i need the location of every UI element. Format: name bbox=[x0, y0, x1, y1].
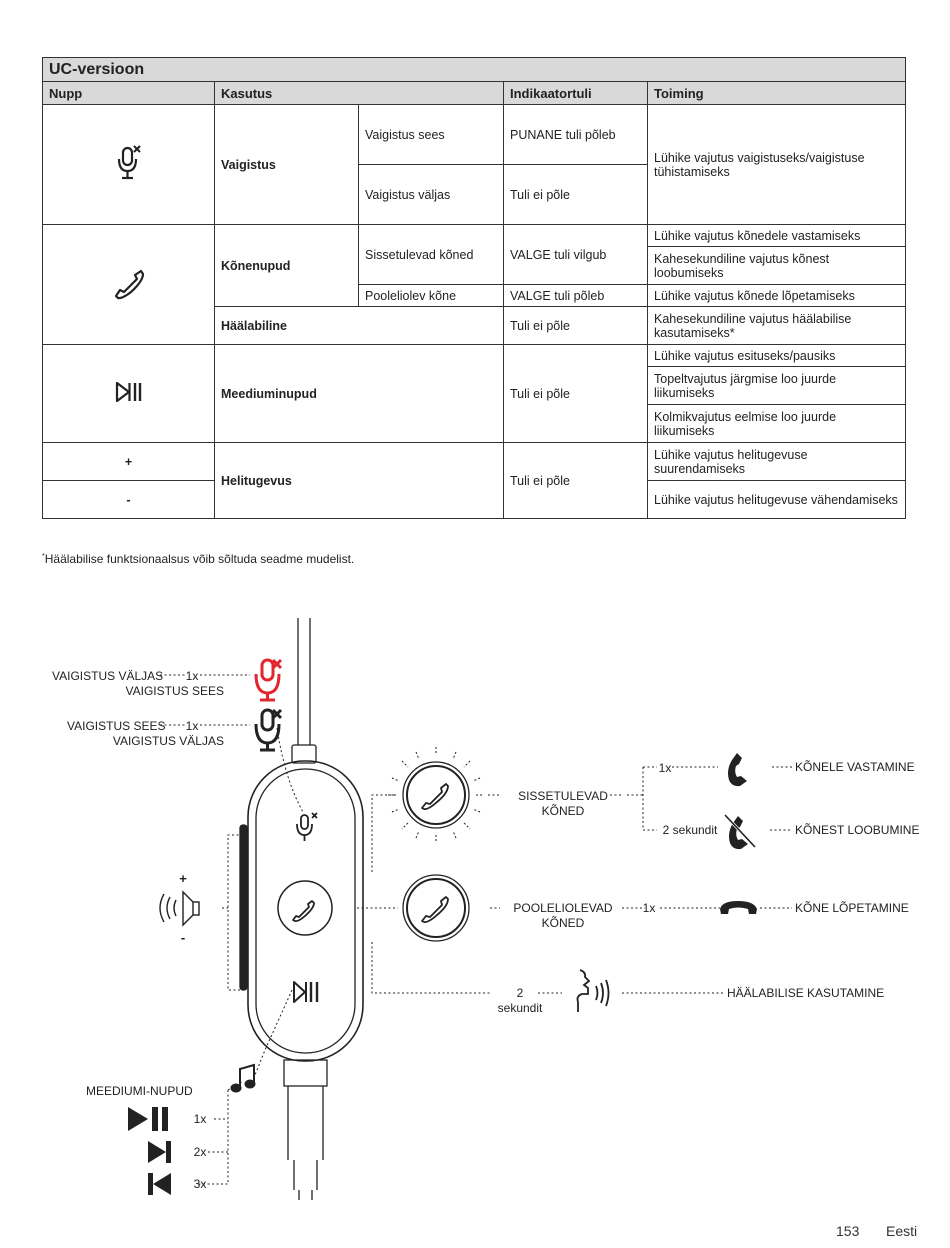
mute-on-label-a: VAIGISTUS SEES bbox=[67, 719, 166, 733]
cable-bottom-end bbox=[299, 1190, 312, 1200]
media-next-icon bbox=[148, 1141, 171, 1163]
music-note-icon bbox=[231, 1065, 255, 1092]
media-usage: Meediuminupud bbox=[215, 345, 504, 443]
ongoing-light: VALGE tuli põleb bbox=[504, 285, 648, 307]
remote-mic-icon bbox=[297, 813, 317, 841]
incoming-state: Sissetulevad kõned bbox=[359, 225, 504, 285]
phone-hangup-icon bbox=[720, 901, 757, 914]
incoming-calls-label-2: KÕNED bbox=[541, 804, 585, 818]
ongoing-calls-label-1: POOLELIOLEVAD bbox=[513, 901, 613, 915]
call-button-cell bbox=[43, 225, 215, 345]
volume-light: Tuli ei põle bbox=[504, 443, 648, 519]
footnote-text: Häälabilise funktsionaalsus võib sõltuda seadme mudelist. bbox=[44, 552, 355, 566]
remote-diagram bbox=[0, 590, 950, 1210]
volume-plus-label: + bbox=[179, 871, 187, 886]
ongoing-state: Pooleliolev kõne bbox=[359, 285, 504, 307]
header-button: Nupp bbox=[43, 82, 215, 105]
incoming-action-decline: Kahesekundiline vajutus kõnest loobumiseks bbox=[648, 247, 906, 285]
page-number: 153 bbox=[836, 1223, 860, 1239]
mute-off-label-b: VAIGISTUS SEES bbox=[125, 684, 224, 698]
volume-action-up: Lühike vajutus helitugevuse suurendamiseks bbox=[648, 443, 906, 481]
ongoing-calls-label-2: KÕNED bbox=[541, 916, 585, 930]
volume-action-down: Lühike vajutus helitugevuse vähendamiseks bbox=[648, 481, 906, 519]
cable-strain-bottom bbox=[284, 1060, 327, 1086]
media-light: Tuli ei põle bbox=[504, 345, 648, 443]
header-usage: Kasutus bbox=[215, 82, 504, 105]
decline-label: KÕNEST LOOBUMINE bbox=[795, 823, 920, 837]
media-action-play: Lühike vajutus esituseks/pausiks bbox=[648, 345, 906, 367]
volume-usage: Helitugevus bbox=[215, 443, 504, 519]
media-button-cell bbox=[43, 345, 215, 443]
remote-play-pause-icon bbox=[294, 982, 317, 1002]
mute-off-light: Tuli ei põle bbox=[504, 165, 648, 225]
speaker-icon bbox=[160, 892, 199, 925]
footnote-mark: * bbox=[42, 553, 45, 560]
media-action-next: Topeltvajutus järgmise loo juurde liikumiseks bbox=[648, 367, 906, 405]
volume-rocker bbox=[240, 825, 247, 990]
voice-assistant-icon bbox=[578, 970, 609, 1012]
incoming-action-answer: Lühike vajutus kõnedele vastamiseks bbox=[648, 225, 906, 247]
media-prev-icon bbox=[148, 1173, 171, 1195]
mute-on-label-press: 1x bbox=[185, 719, 199, 733]
mute-on-label-b: VAIGISTUS VÄLJAS bbox=[112, 734, 224, 748]
incoming-calls-label-1: SISSETULEVAD bbox=[518, 789, 608, 803]
header-indicator: Indikaatortuli bbox=[504, 82, 648, 105]
media-press-3x: 3x bbox=[193, 1177, 207, 1191]
mute-off-state: Vaigistus väljas bbox=[359, 165, 504, 225]
end-label: KÕNE LÕPETAMINE bbox=[795, 901, 909, 915]
phone-decline-icon bbox=[725, 815, 755, 849]
media-action-prev: Kolmikvajutus eelmise loo juurde liikumiseks bbox=[648, 405, 906, 443]
media-press-1x: 1x bbox=[193, 1112, 207, 1126]
mic-mute-red-icon bbox=[256, 660, 281, 700]
ongoing-action: Lühike vajutus kõnede lõpetamiseks bbox=[648, 285, 906, 307]
media-press-2x: 2x bbox=[193, 1145, 207, 1159]
page-language: Eesti bbox=[886, 1223, 918, 1239]
mute-action: Lühike vajutus vaigistuseks/vaigistuse tühistamiseks bbox=[648, 105, 906, 225]
answer-label: KÕNELE VASTAMINE bbox=[795, 760, 915, 774]
media-play-pause-icon bbox=[128, 1107, 168, 1131]
voice-label: HÄÄLABILISE KASUTAMINE bbox=[727, 986, 885, 1000]
call-usage: Kõnenupud bbox=[215, 225, 359, 307]
mute-on-light: PUNANE tuli põleb bbox=[504, 105, 648, 165]
voice-press-2: sekundit bbox=[497, 1001, 543, 1015]
volume-minus-cell: - bbox=[43, 481, 215, 519]
uc-version-table bbox=[42, 57, 906, 519]
footnote bbox=[42, 552, 354, 566]
mute-off-label-a: VAIGISTUS VÄLJAS bbox=[52, 669, 164, 683]
voice-action: Kahesekundiline vajutus häälabilise kasutamiseks* bbox=[648, 307, 906, 345]
mute-usage: Vaigistus bbox=[215, 105, 359, 225]
volume-minus-label: - bbox=[180, 930, 186, 945]
mute-on-state: Vaigistus sees bbox=[359, 105, 504, 165]
volume-plus-cell: + bbox=[43, 443, 215, 481]
remote-call-button bbox=[278, 881, 332, 935]
decline-press: 2 sekundit bbox=[662, 823, 718, 837]
incoming-call-button bbox=[388, 747, 484, 843]
media-buttons-label: MEEDIUMI-NUPUD bbox=[86, 1084, 193, 1098]
end-press: 1x bbox=[642, 901, 656, 915]
table-title: UC-versioon bbox=[43, 58, 906, 82]
remote-phone-icon bbox=[293, 901, 314, 921]
mute-button-cell bbox=[43, 105, 215, 225]
mute-off-label-press: 1x bbox=[185, 669, 199, 683]
voice-light: Tuli ei põle bbox=[504, 307, 648, 345]
mic-mute-black-icon bbox=[256, 710, 281, 750]
phone-answer-icon bbox=[728, 753, 747, 786]
voice-usage: Häälabiline bbox=[215, 307, 504, 345]
header-action: Toiming bbox=[648, 82, 906, 105]
voice-press-1: 2 bbox=[516, 986, 524, 1000]
play-pause-icon bbox=[114, 380, 144, 404]
answer-press: 1x bbox=[658, 761, 672, 775]
ongoing-call-button bbox=[403, 875, 469, 941]
phone-icon bbox=[110, 264, 148, 302]
incoming-light: VALGE tuli vilgub bbox=[504, 225, 648, 285]
mic-mute-icon bbox=[115, 144, 143, 182]
